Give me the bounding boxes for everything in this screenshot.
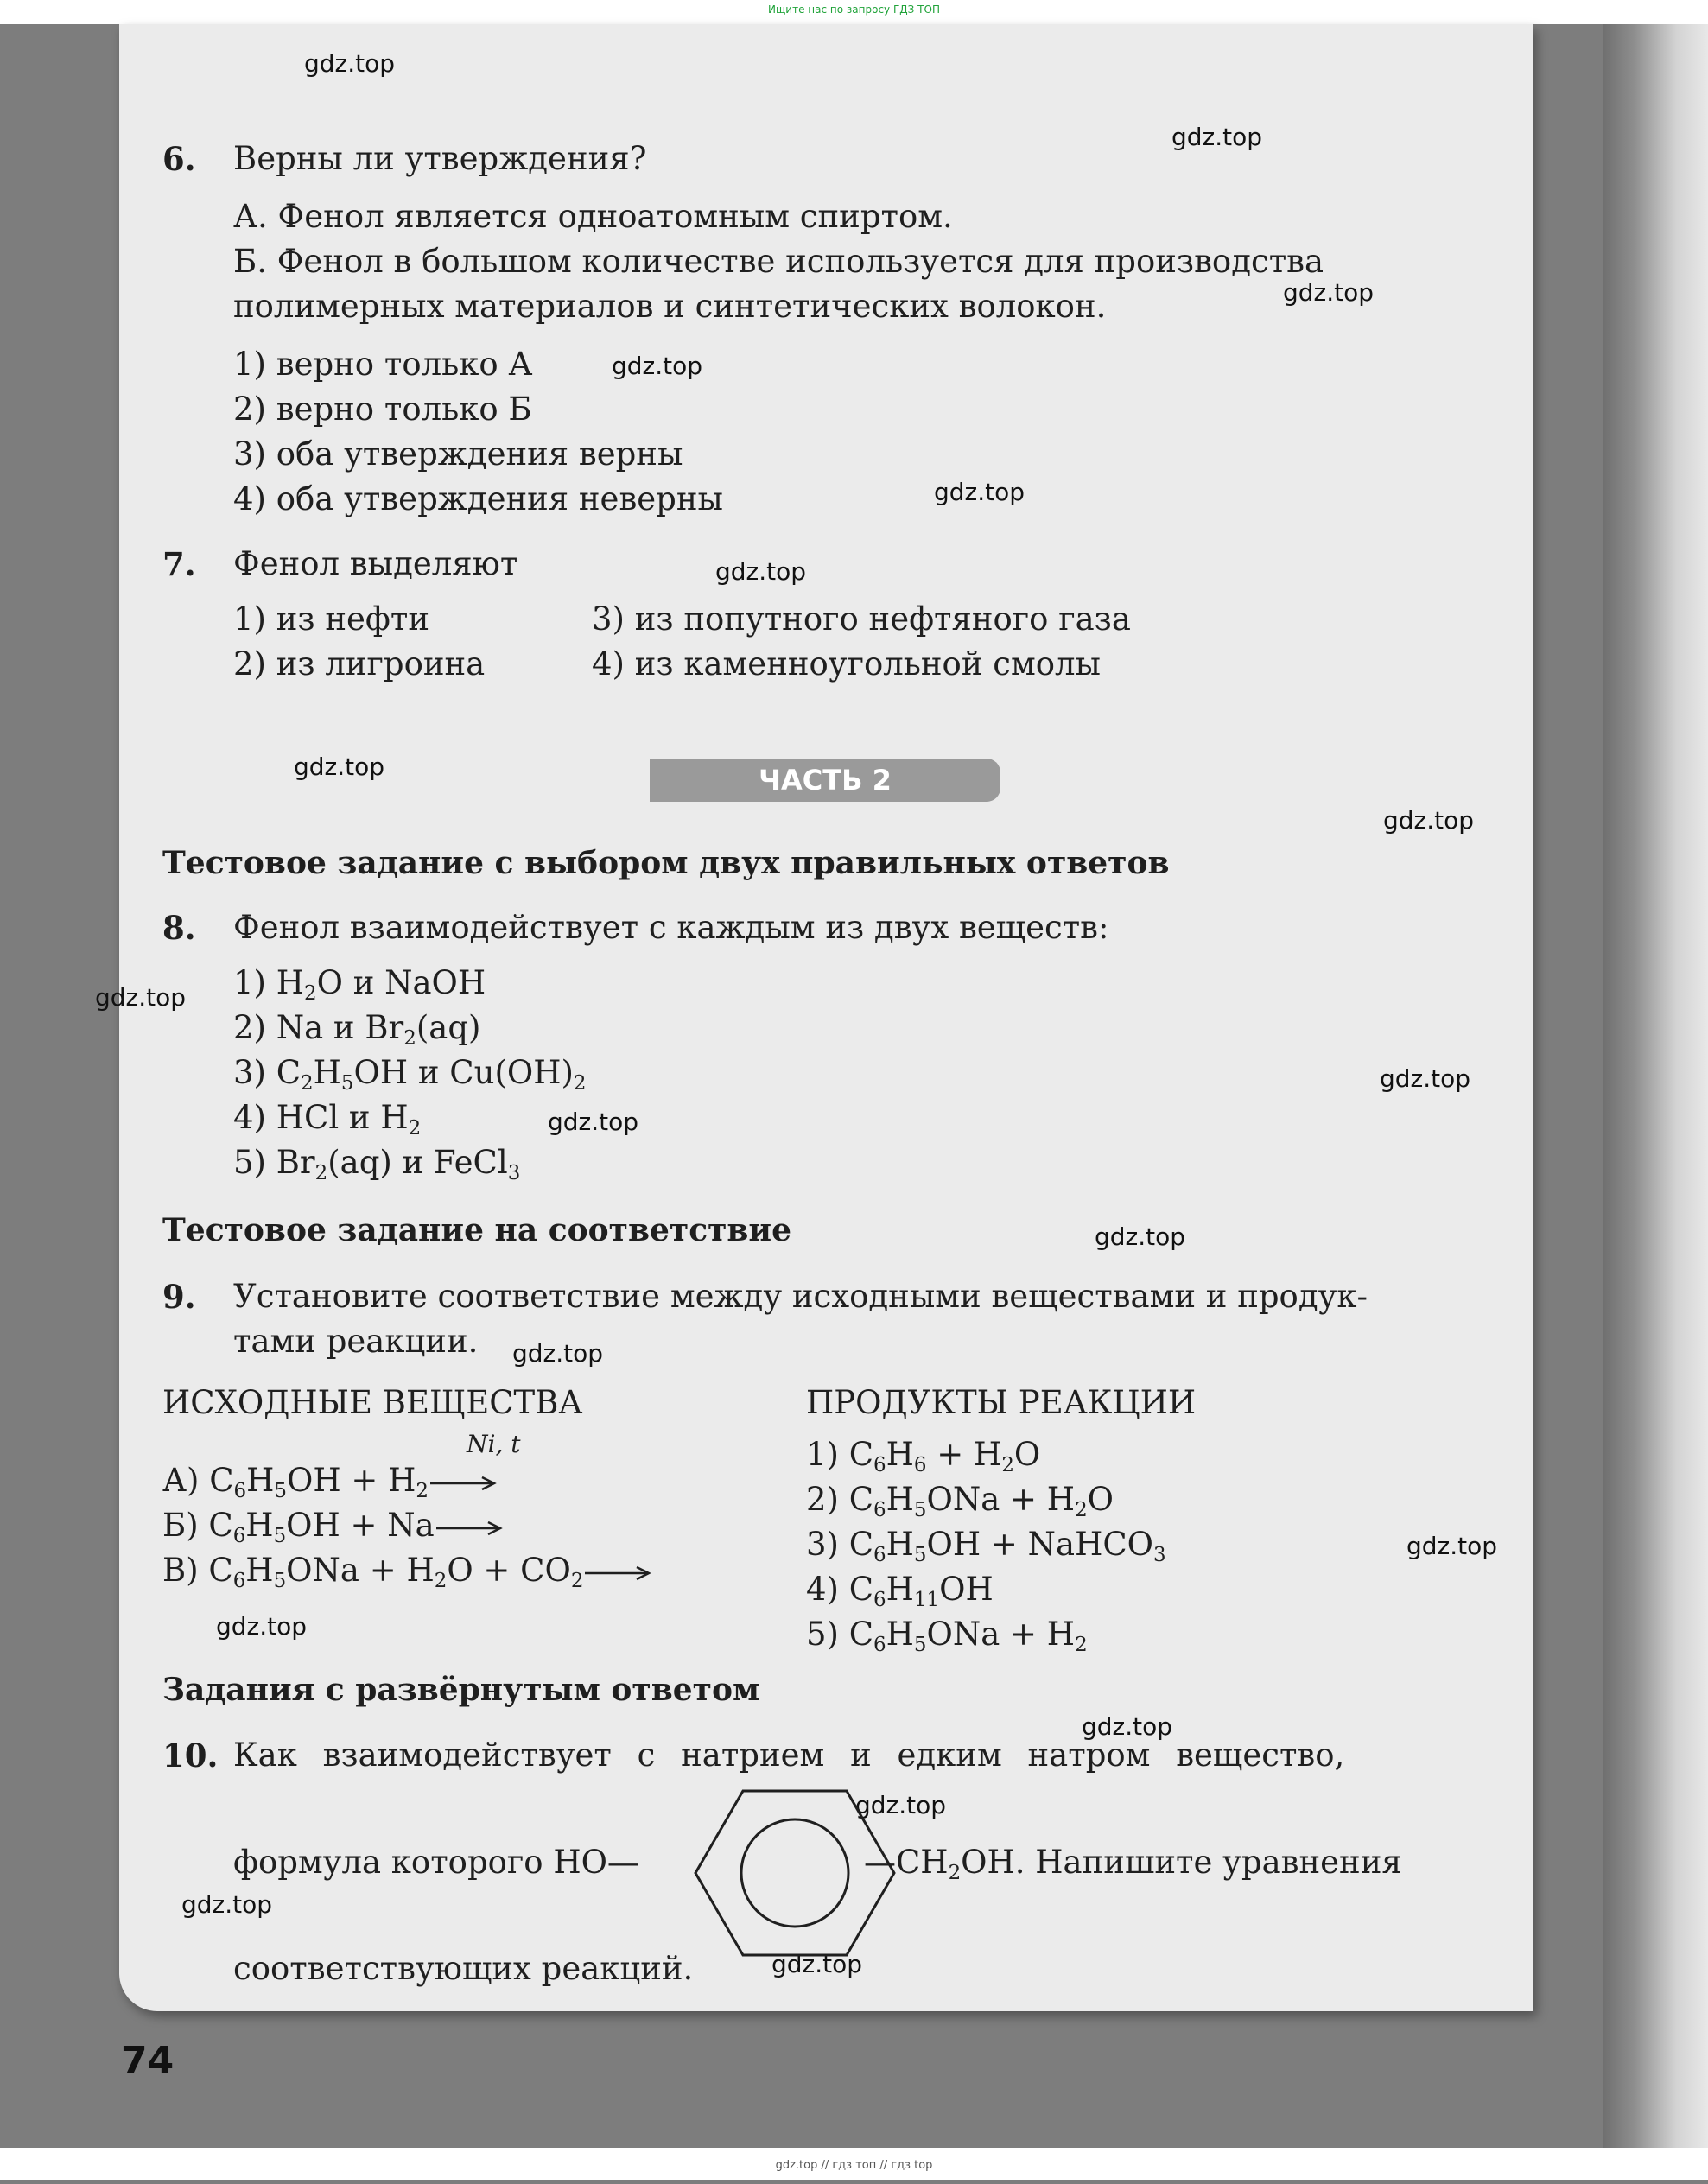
watermark: gdz.top [548,1108,639,1136]
question-10-formula-left: формула которого HO— [233,1844,639,1881]
question-7-text: Фенол выделяют [233,545,518,582]
product-4: 4) $C_6H_{11}OH$ [806,1571,994,1611]
product-2: 2) $C_6H_5ONa + H_2O$ [806,1481,1114,1521]
question-10-number: 10. [162,1736,219,1774]
q7-option-3: 3) из попутного нефтяного газа [592,600,1131,638]
question-6-number: 6. [162,140,196,178]
watermark: gdz.top [934,478,1025,506]
reaction-arrow [429,1475,498,1492]
q6-option-3: 3) оба утверждения верны [233,435,683,473]
q8-option-2: 2) Na и $Br_2(aq)$ [233,1009,481,1050]
reactant-a: А) $C_6H_5OH + H_2$ [162,1460,498,1502]
watermark: gdz.top [771,1950,863,1978]
question-8-text: Фенол взаимодействует с каждым из двух веществ: [233,909,1109,946]
question-10-formula-right: $—CH_2OH$. Напишите уравнения [864,1844,1402,1884]
product-3: 3) $C_6H_5OH$ + NaHCO$_3$ [806,1526,1166,1566]
watermark: gdz.top [95,983,187,1012]
question-7-number: 7. [162,545,196,583]
question-6-text: Верны ли утверждения? [233,140,647,177]
top-banner: Ищите нас по запросу ГДЗ ТОП [0,0,1708,24]
reaction-arrow [583,1565,652,1582]
watermark: gdz.top [294,752,385,781]
watermark: gdz.top [1171,123,1263,151]
q8-option-4: 4) HCl и $H_2$ [233,1099,422,1140]
q8-option-3: 3) $C_2H_5OH$ и $Cu(OH)_2$ [233,1054,587,1095]
q6-option-1: 1) верно только А [233,346,533,383]
watermark: gdz.top [512,1339,604,1368]
q8-option-1: 1) $H_2O$ и NaOH [233,964,486,1005]
watermark: gdz.top [1283,278,1375,307]
reactants-column-heading: ИСХОДНЫЕ ВЕЩЕСТВА [162,1384,583,1421]
watermark: gdz.top [181,1890,273,1919]
watermark: gdz.top [1082,1712,1173,1741]
statement-b-line2: полимерных материалов и синтетических волокон. [233,288,1107,325]
section-two-answers-heading: Тестовое задание с выбором двух правильных ответов [162,845,1170,881]
q6-option-4: 4) оба утверждения неверны [233,480,723,517]
question-10-line1: Как взаимодействует с натрием и едким натром вещество, [233,1736,1345,1774]
section-extended-heading: Задания с развёрнутым ответом [162,1672,760,1708]
statement-a: А. Фенол является одноатомным спиртом. [233,198,953,235]
watermark: gdz.top [1380,1064,1471,1093]
watermark: gdz.top [855,1791,947,1819]
page-number: 74 [121,2039,175,2083]
watermark: gdz.top [1406,1532,1498,1560]
question-9-line1: Установите соответствие между исходными веществами и продук- [233,1278,1368,1315]
products-column-heading: ПРОДУКТЫ РЕАКЦИИ [806,1384,1197,1421]
watermark: gdz.top [612,352,703,380]
question-9-number: 9. [162,1278,196,1316]
reaction-arrow [435,1520,504,1537]
reactant-b: Б) $C_6H_5OH + Na$ [162,1505,504,1546]
reaction-condition: Ni, t [467,1430,521,1458]
watermark: gdz.top [715,557,807,586]
watermark: gdz.top [1383,806,1475,835]
question-9-line2: тами реакции. [233,1323,479,1360]
watermark: gdz.top [304,49,396,78]
product-1: 1) $C_6H_6 + H_2O$ [806,1436,1041,1476]
part-2-banner: ЧАСТЬ 2 [650,759,1000,802]
q8-option-5: 5) $Br_2(aq)$ и FeCl$_3$ [233,1144,521,1184]
question-8-number: 8. [162,909,196,947]
q6-option-2: 2) верно только Б [233,390,532,428]
q7-option-4: 4) из каменноугольной смолы [592,645,1101,682]
bottom-banner: gdz.top // гдз топ // гдз top [0,2148,1708,2180]
section-matching-heading: Тестовое задание на соответствие [162,1212,792,1248]
watermark: gdz.top [1095,1222,1186,1251]
product-5: 5) $C_6H_5ONa + H_2$ [806,1616,1088,1656]
reactant-c: В) $C_6H_5ONa + H_2O + CO_2$ [162,1550,652,1591]
book-edge [1603,24,1708,2148]
question-10-line3: соответствующих реакций. [233,1950,694,1987]
statement-b-line1: Б. Фенол в большом количестве используется для производства [233,243,1324,280]
watermark: gdz.top [216,1612,308,1641]
q7-option-2: 2) из лигроина [233,645,486,682]
q7-option-1: 1) из нефти [233,600,429,638]
